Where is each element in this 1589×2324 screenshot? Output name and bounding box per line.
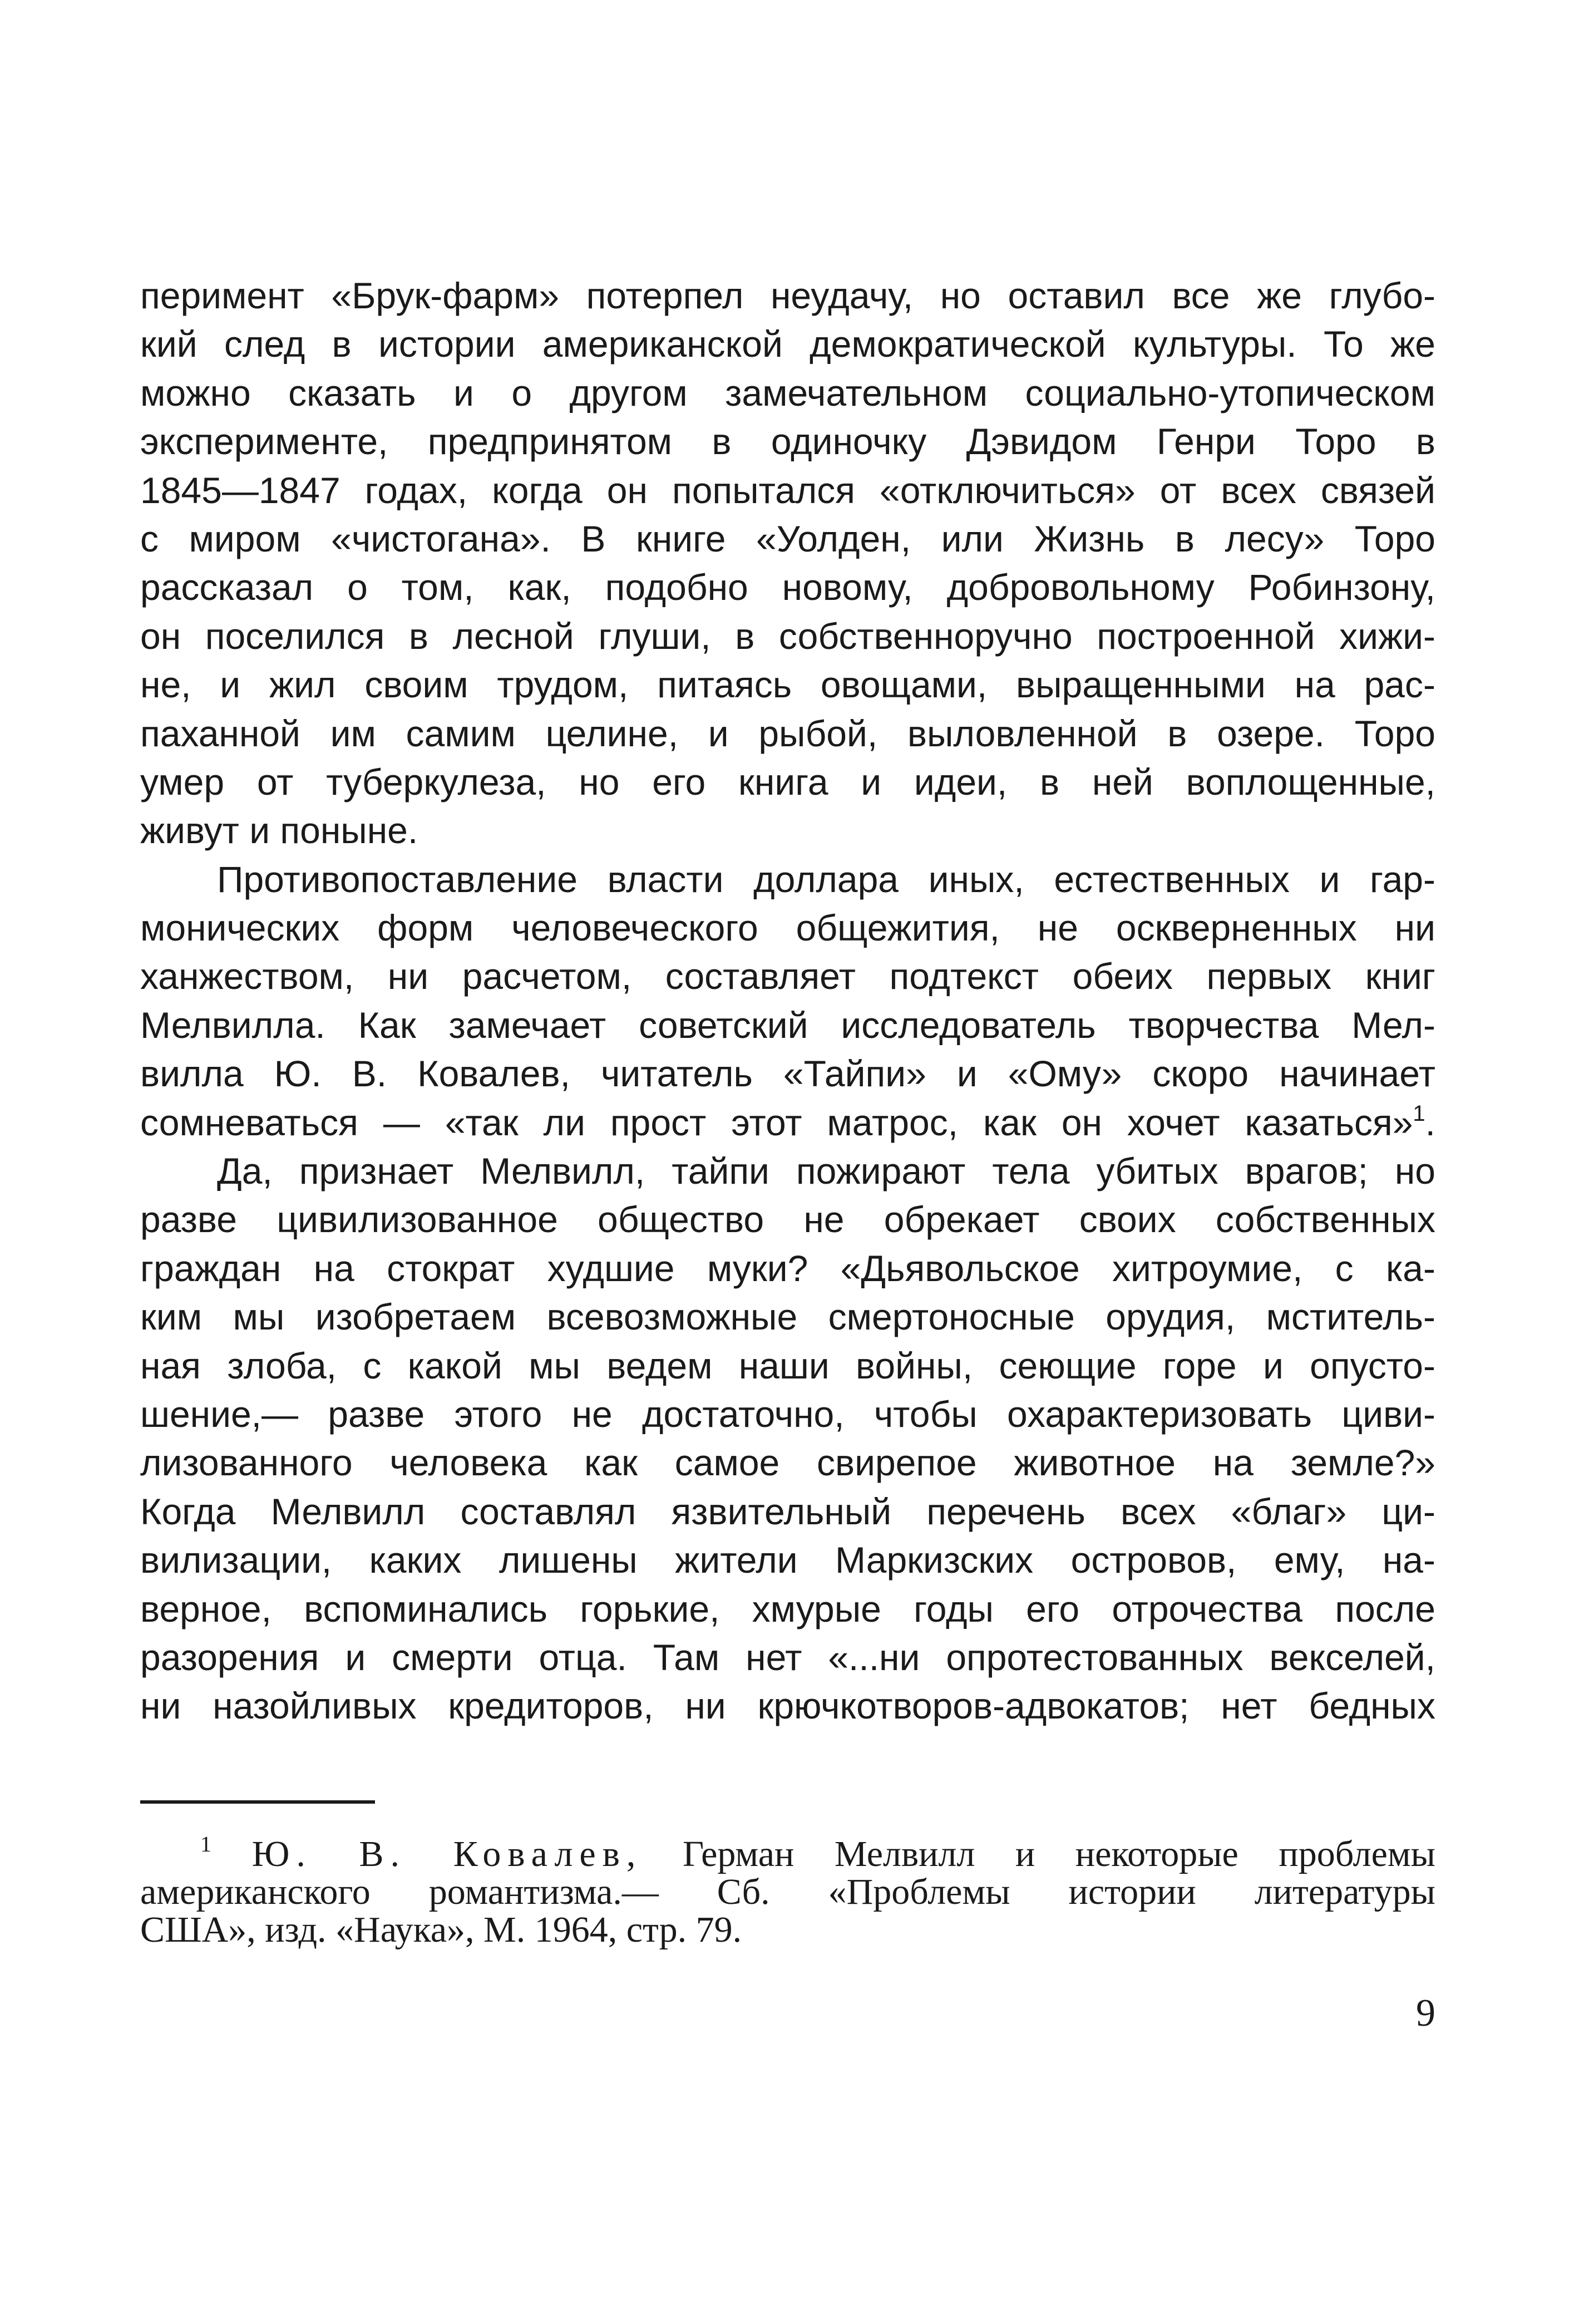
text-line: вилизации, каких лишены жители Маркизских островов, ему, на-: [140, 1539, 1435, 1581]
text-line: можно сказать и о другом замечательном социально-утопическом: [140, 372, 1435, 413]
text-line-with-footnote: сомневаться — «так ли прост этот матрос, как он хочет казаться»$^1$.: [140, 1101, 1435, 1143]
text-line: кий след в истории американской демократической культуры. То же: [140, 323, 1435, 365]
text-line: 1845—1847 годах, когда он попытался «отключиться» от всех связей: [140, 469, 1435, 511]
text-line-content: сомневаться — «так ли прост этот матрос, как он хочет казаться»: [140, 1101, 1413, 1143]
text-line: ханжеством, ни расчетом, составляет подтекст обеих первых книг: [140, 956, 1435, 997]
text-line: не, и жил своим трудом, питаясь овощами, выращенными на рас-: [140, 664, 1435, 706]
text-line: Мелвилла. Как замечает советский исследователь творчества Мел-: [140, 1004, 1435, 1046]
text-line: Противопоставление власти доллара иных, естественных и гар-: [217, 858, 1435, 900]
footnote-divider: [140, 1800, 375, 1804]
text-line: ная злоба, с какой мы ведем наши войны, сеющие горе и опусто-: [140, 1345, 1435, 1386]
text-line: ким мы изобретаем всевозможные смертоносные орудия, мститель-: [140, 1296, 1435, 1338]
text-line: эксперименте, предпринятом в одиночку Дэвидом Генри Торо в: [140, 421, 1435, 462]
footnote-line: США», изд. «Наука», М. 1964, стр. 79.: [140, 1909, 742, 1950]
footnote-marker: 1: [200, 1831, 211, 1857]
text-line: паханной им самим целине, и рыбой, выловленной в озере. Торо: [140, 712, 1435, 754]
footnote-line: американского романтизма.— Сб. «Проблемы истории литературы: [140, 1872, 1435, 1912]
footnote-line: [140, 1831, 1436, 1874]
text-line: шение,— разве этого не достаточно, чтобы охарактеризовать циви-: [140, 1393, 1435, 1435]
text-line: живут и поныне.: [140, 810, 418, 851]
footnote: [140, 1831, 1436, 1950]
footnote-title: Герман Мелвилл и некоторые проблемы: [682, 1834, 1436, 1874]
text-line: граждан на стократ худшие муки? «Дьявольское хитроумие, с ка-: [140, 1247, 1435, 1289]
text-line: разве цивилизованное общество не обрекает своих собственных: [140, 1199, 1435, 1240]
main-text: [140, 272, 1435, 1731]
text-line: рассказал о том, как, подобно новому, добровольному Робинзону,: [140, 567, 1435, 608]
text-line: умер от туберкулеза, но его книга и идеи, в ней воплощенные,: [140, 761, 1435, 802]
text-line: разорения и смерти отца. Там нет «...ни опротестованных векселей,: [140, 1636, 1435, 1678]
text-line: лизованного человека как самое свирепое животное на земле?»: [140, 1442, 1435, 1484]
text-line: монических форм человеческого общежития, не оскверненных ни: [140, 907, 1435, 949]
text-line: ни назойливых кредиторов, ни крючкотворов-адвокатов; нет бедных: [140, 1685, 1435, 1727]
text-line: он поселился в лесной глуши, в собственноручно построенной хижи-: [140, 615, 1435, 657]
text-line: с миром «чистогана». В книге «Уолден, или Жизнь в лесу» Торо: [140, 518, 1435, 559]
page-number: 9: [1416, 1992, 1435, 2035]
text-line: Да, признает Мелвилл, тайпи пожирают тела убитых врагов; но: [217, 1150, 1435, 1192]
footnote-reference[interactable]: 1: [1413, 1101, 1425, 1126]
text-line: верное, вспоминались горькие, хмурые годы его отрочества после: [140, 1588, 1435, 1629]
text-line: Когда Мелвилл составлял язвительный перечень всех «благ» ци-: [140, 1490, 1435, 1532]
text-line: вилла Ю. В. Ковалев, читатель «Тайпи» и «Ому» скоро начинает: [140, 1053, 1435, 1095]
footnote-author: Ю. В. Ковалев,: [251, 1834, 643, 1874]
text-line: перимент «Брук-фарм» потерпел неудачу, но оставил все же глубо-: [140, 275, 1435, 316]
